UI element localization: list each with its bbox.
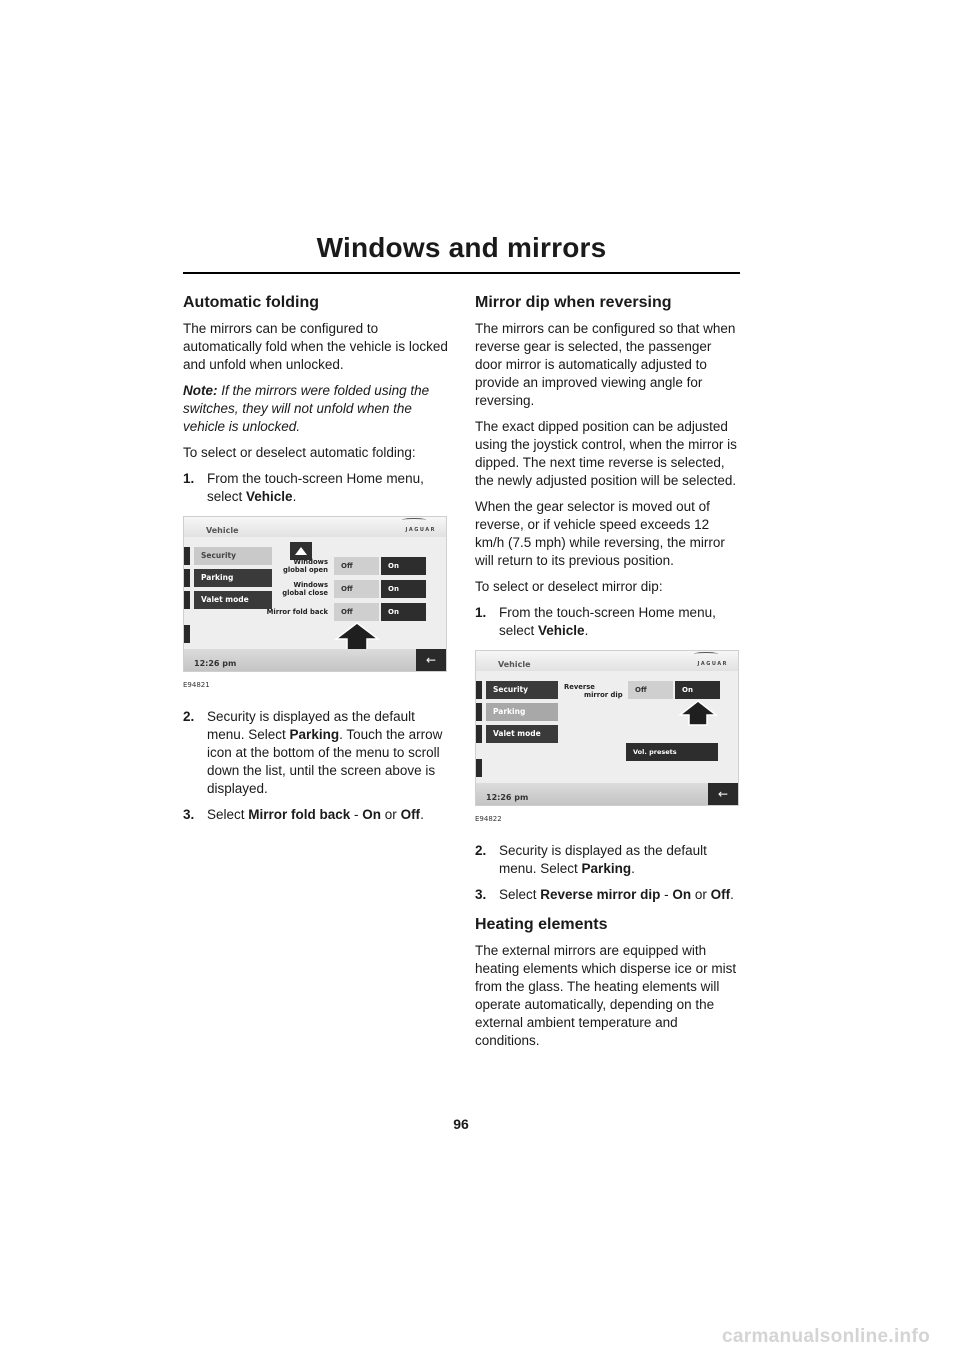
mirror-dip-heading: Mirror dip when reversing — [475, 294, 672, 311]
watermark: carmanualsonline.info — [722, 1326, 930, 1347]
mirror-dip-steps-continued — [475, 842, 740, 904]
left-column — [183, 290, 450, 832]
page-number: 96 — [453, 1116, 469, 1132]
automatic-folding-note — [183, 382, 450, 436]
automatic-folding-steps — [183, 470, 450, 506]
strip — [184, 591, 190, 609]
tab-valet-mode[interactable]: Valet mode — [486, 725, 558, 743]
vol-presets-button[interactable]: Vol. presets — [626, 743, 718, 761]
strip — [476, 759, 482, 777]
jaguar-logo: JAGUAR — [406, 521, 436, 539]
tab-security[interactable]: Security — [486, 681, 558, 699]
mirror-dip-p1: The mirrors can be configured so that when reverse gear is selected, the passenger door mirror is automatically adjusted to provide an improved viewing angle for reversing. — [475, 321, 736, 408]
clock: 12:26 pm — [194, 659, 237, 668]
jaguar-logo: JAGUAR — [698, 655, 728, 673]
title-rule — [183, 272, 740, 274]
strip — [476, 725, 482, 743]
reverse-mirror-dip-off-button[interactable]: Off — [628, 681, 673, 699]
touch-screen-mirror-dip — [475, 650, 739, 806]
page-title: Windows and mirrors — [316, 232, 607, 263]
step-item — [475, 886, 740, 904]
tab-valet-mode[interactable]: Valet mode — [194, 591, 272, 609]
step-item — [183, 470, 450, 506]
touch-screen-mirror-fold — [183, 516, 447, 672]
figure-caption: E94821 — [183, 681, 210, 689]
strip — [476, 703, 482, 721]
mirror-fold-back-off-button[interactable]: Off — [334, 603, 379, 621]
figure-e94821 — [183, 516, 450, 694]
figure-caption: E94822 — [475, 815, 502, 823]
automatic-folding-intro: The mirrors can be configured to automatically fold when the vehicle is locked and unfold when unlocked. — [183, 321, 448, 372]
strip — [184, 569, 190, 587]
note-text: If the mirrors were folded using the switches, they will not unfold when the vehicle is unlocked. — [183, 383, 430, 434]
windows-open-off-button[interactable]: Off — [334, 557, 379, 575]
automatic-folding-heading: Automatic folding — [183, 294, 319, 311]
row-label-reverse-mirror-dip: Reverse mirror dip — [564, 683, 623, 699]
step-number: 3. — [475, 887, 487, 902]
heating-elements-heading: Heating elements — [475, 916, 608, 933]
step-text: Security is displayed as the default menu. Select Parking. Touch the arrow icon at the bottom of the menu to scroll down the list, until the screen above is displayed. — [207, 709, 443, 796]
step-number: 1. — [475, 605, 487, 620]
windows-close-on-button[interactable]: On — [381, 580, 426, 598]
row-label-mirror-fold-back: Mirror fold back — [266, 608, 328, 616]
windows-close-off-button[interactable]: Off — [334, 580, 379, 598]
windows-open-on-button[interactable]: On — [381, 557, 426, 575]
strip — [184, 625, 190, 643]
mirror-dip-p2: The exact dipped position can be adjusted using the joystick control, when the mirror is dipped. The next time reverse is selected, the newly adjusted position will be selected. — [475, 419, 737, 488]
screen-title: Vehicle — [206, 526, 239, 535]
screen-footer — [184, 649, 446, 671]
step-item — [475, 842, 740, 878]
automatic-folding-lead: To select or deselect automatic folding: — [183, 445, 416, 460]
strip — [184, 547, 190, 565]
tab-parking[interactable]: Parking — [194, 569, 272, 587]
clock: 12:26 pm — [486, 793, 529, 802]
step-text: Select Reverse mirror dip - On or Off. — [499, 887, 734, 902]
step-item — [183, 708, 450, 798]
mirror-dip-lead: To select or deselect mirror dip: — [475, 579, 663, 594]
screen-header — [184, 517, 446, 537]
tab-parking[interactable]: Parking — [486, 703, 558, 721]
screen-header — [476, 651, 738, 671]
step-text: Security is displayed as the default menu. Select Parking. — [499, 843, 707, 876]
step-number: 1. — [183, 471, 195, 486]
strip — [476, 681, 482, 699]
mirror-dip-p3: When the gear selector is moved out of reverse, or if vehicle speed exceeds 12 km/h (7.5 mph) while reversing, the mirror will return to its previous position. — [475, 499, 725, 568]
back-arrow-button[interactable]: ← — [708, 783, 738, 805]
row-label-windows-open: Windows global open — [283, 558, 328, 574]
back-arrow-button[interactable]: ← — [416, 649, 446, 671]
step-text: From the touch-screen Home menu, select Vehicle. — [207, 471, 424, 504]
row-label-windows-close: Windows global close — [282, 581, 328, 597]
reverse-mirror-dip-on-button[interactable]: On — [675, 681, 720, 699]
mirror-fold-back-on-button[interactable]: On — [381, 603, 426, 621]
step-text: From the touch-screen Home menu, select Vehicle. — [499, 605, 716, 638]
tab-security[interactable]: Security — [194, 547, 272, 565]
automatic-folding-steps-continued — [183, 708, 450, 824]
step-number: 2. — [475, 843, 487, 858]
step-number: 2. — [183, 709, 195, 724]
heating-elements-text: The external mirrors are equipped with heating elements which disperse ice or mist from the glass. The heating elements will operate automatically, depending on the external ambient temperature and conditions. — [475, 943, 737, 1048]
screen-footer — [476, 783, 738, 805]
step-item — [475, 604, 740, 640]
step-item — [183, 806, 450, 824]
screen-title: Vehicle — [498, 660, 531, 669]
step-number: 3. — [183, 807, 195, 822]
figure-e94822 — [475, 650, 740, 828]
step-text: Select Mirror fold back - On or Off. — [207, 807, 424, 822]
mirror-dip-steps — [475, 604, 740, 640]
note-label: Note: — [183, 383, 218, 398]
right-column — [475, 290, 740, 1058]
pointer-arrow-icon — [678, 699, 718, 727]
